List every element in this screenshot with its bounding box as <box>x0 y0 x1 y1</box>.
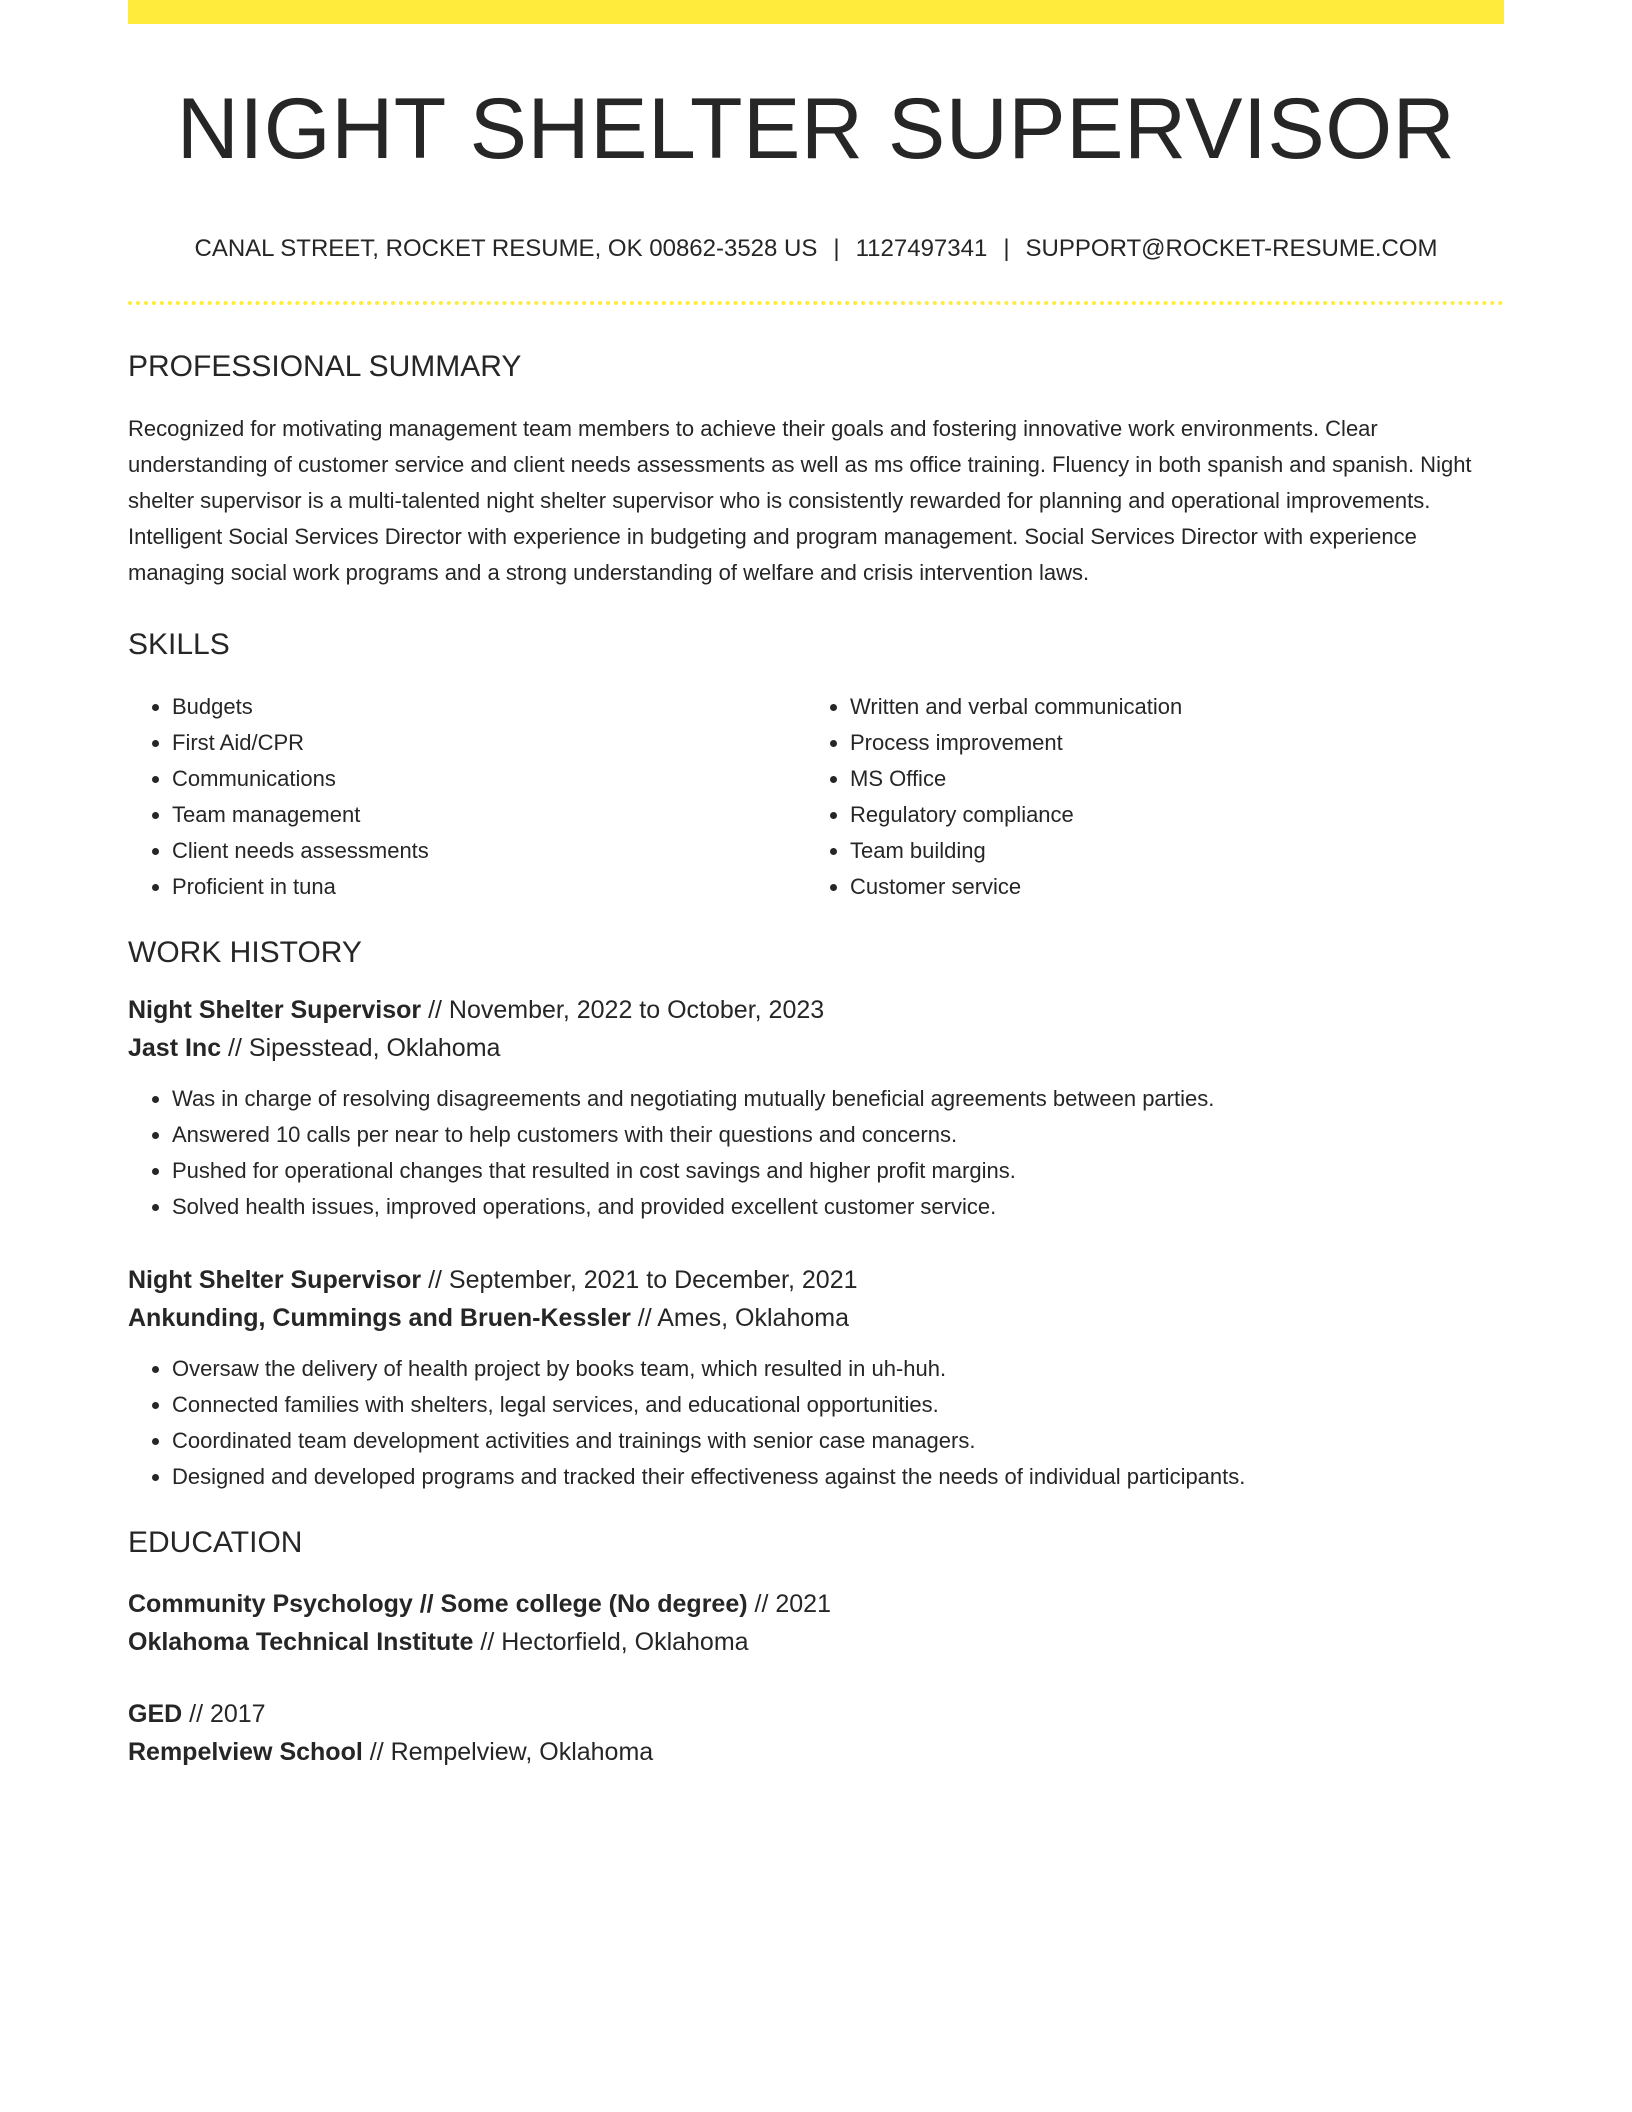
job-bullet: • Designed and developed programs and tracked their effectiveness against the needs of individual participants. <box>172 1459 1504 1495</box>
education-heading: EDUCATION <box>128 1526 303 1560</box>
education-school-line <box>128 1623 1504 1661</box>
skill-item: • Client needs assessments <box>172 833 806 869</box>
skill-item: • Customer service <box>850 869 1484 905</box>
education-location: // Hectorfield, Oklahoma <box>473 1628 749 1657</box>
education-school-line <box>128 1733 1504 1771</box>
skill-item: • Team building <box>850 833 1484 869</box>
job-bullets <box>128 1081 1504 1225</box>
job-dates: // September, 2021 to December, 2021 <box>421 1266 858 1295</box>
job-company: Ankunding, Cummings and Bruen-Kessler <box>128 1304 631 1333</box>
education-degree: GED <box>128 1700 183 1729</box>
job-entry <box>128 991 1504 1225</box>
skill-item: • Communications <box>172 761 806 797</box>
contact-phone: 1127497341 <box>855 234 988 262</box>
education-year: // 2021 <box>747 1590 831 1619</box>
skill-item: • Regulatory compliance <box>850 797 1484 833</box>
job-bullet: • Was in charge of resolving disagreements and negotiating mutually beneficial agreements between parties. <box>172 1081 1504 1117</box>
contact-separator: | <box>833 234 840 262</box>
work-history-heading: WORK HISTORY <box>128 936 362 970</box>
skill-item: • Proficient in tuna <box>172 869 806 905</box>
job-bullet: • Oversaw the delivery of health project by books team, which resulted in uh-huh. <box>172 1351 1504 1387</box>
job-bullet: • Coordinated team development activities and trainings with senior case managers. <box>172 1423 1504 1459</box>
summary-text: Recognized for motivating management team members to achieve their goals and fostering innovative work environments. Clear understanding of customer service and client needs assessments as well as ms office training. Fluency in both spanish and spanish. Night shelter supervisor is a multi-talented night shelter supervisor who is consistently rewarded for planning and operational improvements. Intelligent Social Services Director with experience in budgeting and program management. Social Services Director with experience managing social work programs and a strong understanding of welfare and crisis intervention laws. <box>128 416 1472 586</box>
resume-page <box>128 0 1504 1771</box>
education-entry <box>128 1585 1504 1661</box>
job-company: Jast Inc <box>128 1034 222 1063</box>
job-bullet: • Solved health issues, improved operations, and provided excellent customer service. <box>172 1189 1504 1225</box>
contact-email: SUPPORT@ROCKET-RESUME.COM <box>1025 234 1438 262</box>
job-bullet: • Pushed for operational changes that resulted in cost savings and higher profit margins. <box>172 1153 1504 1189</box>
contact-line <box>128 235 1504 264</box>
resume-title: NIGHT SHELTER SUPERVISOR <box>176 81 1456 177</box>
job-dates: // November, 2022 to October, 2023 <box>421 996 825 1025</box>
skill-item: • Team management <box>172 797 806 833</box>
skill-item: • MS Office <box>850 761 1484 797</box>
skill-item: • Process improvement <box>850 725 1484 761</box>
skills-list-right <box>806 689 1484 905</box>
education-school: Rempelview School <box>128 1738 363 1767</box>
education-year: // 2017 <box>182 1700 266 1729</box>
education-school: Oklahoma Technical Institute <box>128 1628 474 1657</box>
job-bullet: • Answered 10 calls per near to help customers with their questions and concerns. <box>172 1117 1504 1153</box>
job-bullet: • Connected families with shelters, legal services, and educational opportunities. <box>172 1387 1504 1423</box>
job-location: // Ames, Oklahoma <box>630 1304 849 1333</box>
skills-list-left <box>128 689 806 905</box>
job-company-line <box>128 1299 1504 1337</box>
job-company-line <box>128 1029 1504 1067</box>
education-location: // Rempelview, Oklahoma <box>362 1738 654 1767</box>
dotted-divider <box>128 301 1504 305</box>
education-degree-line <box>128 1585 1504 1623</box>
contact-separator: | <box>1003 234 1010 262</box>
education-degree: Community Psychology // Some college (No degree) <box>128 1590 748 1619</box>
job-role: Night Shelter Supervisor <box>128 996 422 1025</box>
skill-item: • Written and verbal communication <box>850 689 1484 725</box>
skills-heading: SKILLS <box>128 628 230 662</box>
job-role: Night Shelter Supervisor <box>128 1266 422 1295</box>
education-entry <box>128 1695 1504 1771</box>
accent-top-bar <box>128 0 1504 24</box>
skills-columns <box>128 689 1504 905</box>
skill-item: • First Aid/CPR <box>172 725 806 761</box>
job-bullets <box>128 1351 1504 1495</box>
job-entry <box>128 1261 1504 1495</box>
job-location: // Sipesstead, Oklahoma <box>221 1034 501 1063</box>
skill-item: • Budgets <box>172 689 806 725</box>
job-title-line <box>128 991 1504 1029</box>
education-degree-line <box>128 1695 1504 1733</box>
job-title-line <box>128 1261 1504 1299</box>
contact-address: CANAL STREET, ROCKET RESUME, OK 00862-3528 US <box>194 234 818 262</box>
summary-heading: PROFESSIONAL SUMMARY <box>128 350 522 384</box>
